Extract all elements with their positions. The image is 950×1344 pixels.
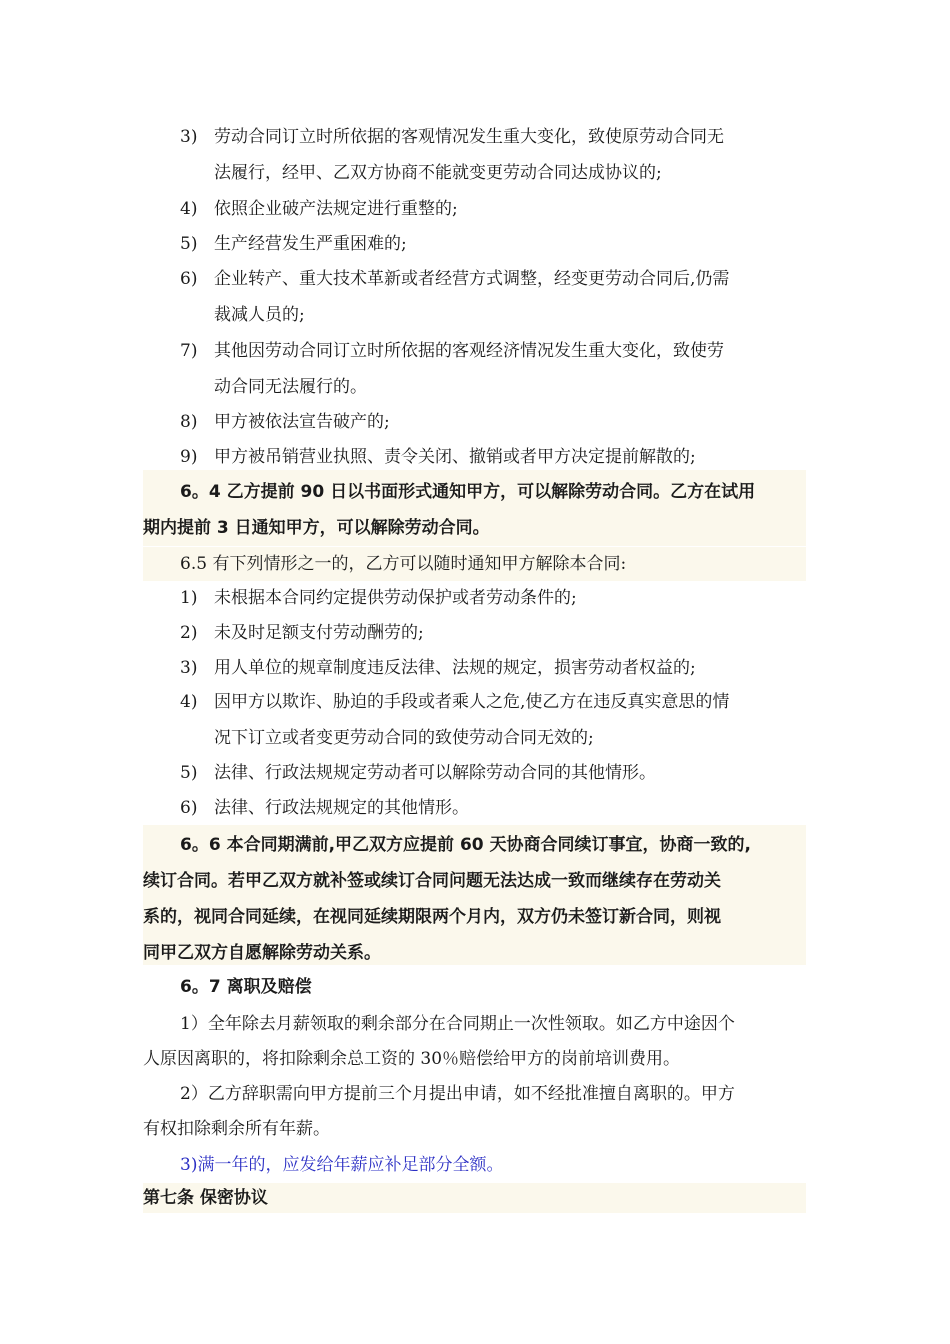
list-item-continuation: 况下订立或者变更劳动合同的致使劳动合同无效的; <box>214 728 594 748</box>
section-6-7-para2-line1: 2）乙方辞职需向甲方提前三个月提出申请，如不经批准擅自离职的。甲方 <box>180 1084 735 1104</box>
list-item: 6) 法律、行政法规规定的其他情形。 <box>180 798 469 818</box>
section-6-7-title: 6。7 离职及赔偿 <box>180 977 312 997</box>
section-6-7-para1-line2: 人原因离职的，将扣除剩余总工资的 30％赔偿给甲方的岗前培训费用。 <box>143 1049 681 1069</box>
list-item: 8) 甲方被依法宣告破产的; <box>180 412 390 432</box>
list-item: 5) 法律、行政法规规定劳动者可以解除劳动合同的其他情形。 <box>180 763 656 783</box>
list-item: 1) 未根据本合同约定提供劳动保护或者劳动条件的; <box>180 588 577 608</box>
list-item: 7) 其他因劳动合同订立时所依据的客观经济情况发生重大变化，致使劳 <box>180 341 724 361</box>
list-item: 5) 生产经营发生严重困难的; <box>180 234 407 254</box>
article-7-heading: 第七条 保密协议 <box>143 1188 268 1208</box>
section-6-6-line1: 6。6 本合同期满前,甲乙双方应提前 60 天协商合同续订事宜，协商一致的, <box>180 835 751 855</box>
section-6-6-line4: 同甲乙双方自愿解除劳动关系。 <box>143 943 381 963</box>
section-6-7-para2-line2: 有权扣除剩余所有年薪。 <box>143 1119 330 1139</box>
section-6-7-para3: 3)满一年的，应发给年薪应补足部分全额。 <box>180 1155 504 1175</box>
section-6-4-line1: 6。4 乙方提前 90 日以书面形式通知甲方，可以解除劳动合同。乙方在试用 <box>180 482 756 502</box>
list-item: 2) 未及时足额支付劳动酬劳的; <box>180 623 424 643</box>
list-item: 4) 依照企业破产法规定进行重整的; <box>180 199 458 219</box>
list-item: 3) 劳动合同订立时所依据的客观情况发生重大变化，致使原劳动合同无 <box>180 127 724 147</box>
section-6-4-line2: 期内提前 3 日通知甲方，可以解除劳动合同。 <box>143 518 490 538</box>
list-item-continuation: 动合同无法履行的。 <box>214 377 367 397</box>
list-item: 6) 企业转产、重大技术革新或者经营方式调整，经变更劳动合同后,仍需 <box>180 269 730 289</box>
section-6-5-title: 6.5 有下列情形之一的，乙方可以随时通知甲方解除本合同: <box>180 554 627 574</box>
section-6-6-line2: 续订合同。若甲乙双方就补签或续订合同问题无法达成一致而继续存在劳动关 <box>143 871 721 891</box>
list-item: 3) 用人单位的规章制度违反法律、法规的规定，损害劳动者权益的; <box>180 658 696 678</box>
section-6-7-para1-line1: 1）全年除去月薪领取的剩余部分在合同期止一次性领取。如乙方中途因个 <box>180 1014 735 1034</box>
list-item-continuation: 法履行，经甲、乙双方协商不能就变更劳动合同达成协议的; <box>214 163 662 183</box>
list-item-continuation: 裁减人员的; <box>214 305 305 325</box>
section-6-6-line3: 系的，视同合同延续，在视同延续期限两个月内，双方仍未签订新合同，则视 <box>143 907 721 927</box>
list-item: 9) 甲方被吊销营业执照、责令关闭、撤销或者甲方决定提前解散的; <box>180 447 696 467</box>
list-item: 4) 因甲方以欺诈、胁迫的手段或者乘人之危,使乙方在违反真实意思的情 <box>180 692 730 712</box>
